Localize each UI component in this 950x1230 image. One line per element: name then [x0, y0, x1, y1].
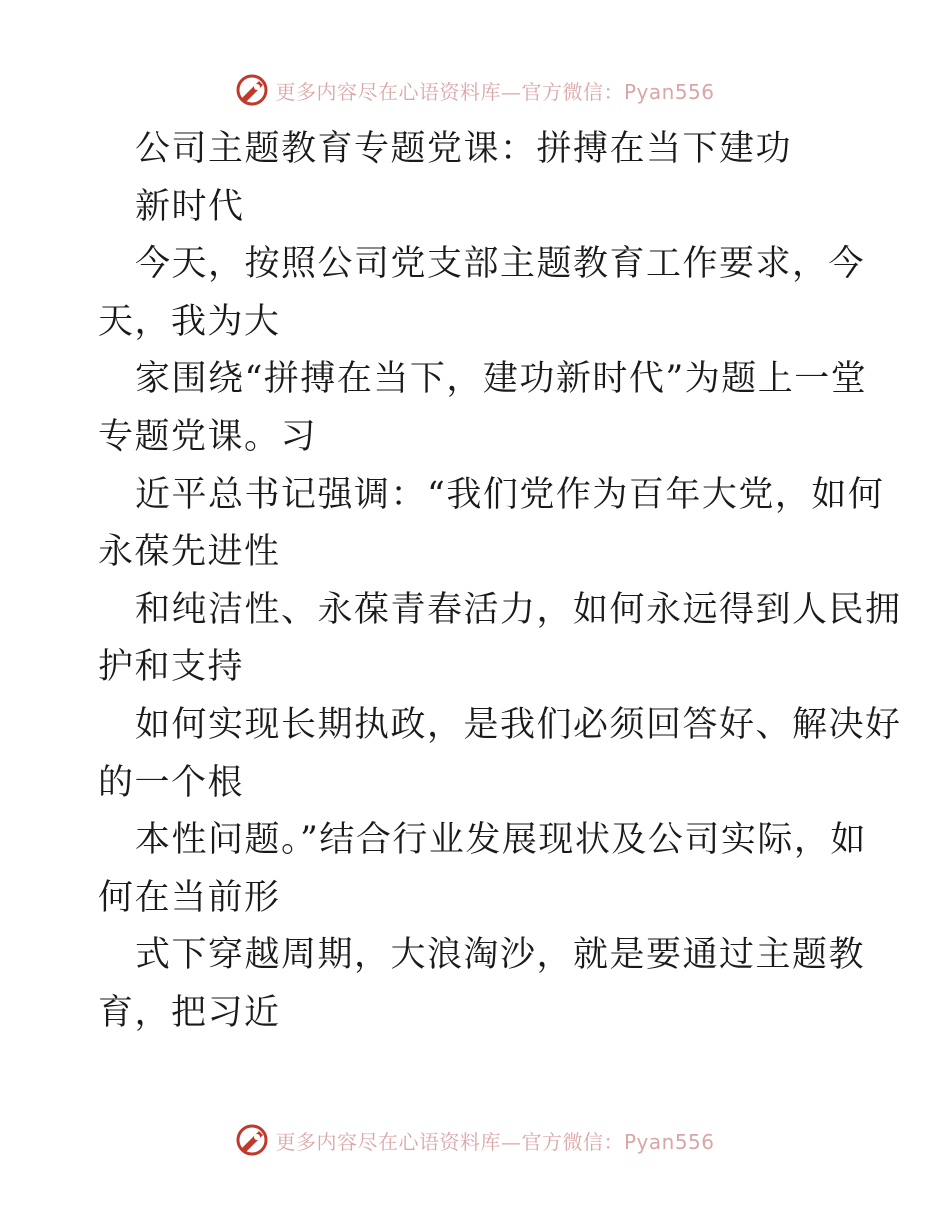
footer-wechat-id: Pyan556 [623, 1129, 715, 1154]
paragraph-line: 永葆先进性 [98, 532, 281, 573]
header-banner-text [275, 76, 714, 105]
pen-logo-icon [235, 1123, 269, 1157]
document-title-line-1: 公司主题教育专题党课：拼搏在当下建功 [135, 129, 793, 169]
paragraph-line: 专题党课。习 [98, 416, 318, 457]
paragraph-line: 近平总书记强调：“我们党作为百年大党，如何 [135, 474, 885, 515]
paragraph-line: 育，把习近 [98, 992, 281, 1033]
footer-watermark-banner [0, 1120, 950, 1160]
header-banner-label: 更多内容尽在心语资料库—官方微信： [275, 79, 624, 104]
paragraph-line: 本性问题。”结合行业发展现状及公司实际，如 [135, 820, 867, 861]
header-wechat-id: Pyan556 [623, 79, 715, 104]
paragraph-line: 家围绕“拼搏在当下，建功新时代”为题上一堂 [135, 359, 868, 400]
paragraph-line: 如何实现长期执政，是我们必须回答好、解决好 [135, 704, 902, 745]
footer-banner-label: 更多内容尽在心语资料库—官方微信： [275, 1129, 624, 1154]
paragraph-line: 今天，按照公司党支部主题教育工作要求，今 [135, 244, 866, 285]
paragraph-line: 式下穿越周期，大浪淘沙，就是要通过主题教 [135, 935, 866, 976]
footer-banner-text [275, 1126, 714, 1155]
document-title-line-2: 新时代 [135, 186, 245, 227]
paragraph-line: 的一个根 [98, 762, 245, 803]
document-body [98, 121, 902, 1043]
paragraph-line: 何在当前形 [98, 877, 281, 918]
header-watermark-banner [0, 70, 950, 110]
paragraph-line: 天，我为大 [98, 301, 281, 342]
paragraph-line: 和纯洁性、永葆青春活力，如何永远得到人民拥 [135, 589, 902, 630]
paragraph-line: 护和支持 [98, 647, 245, 688]
pen-logo-icon [235, 73, 269, 107]
